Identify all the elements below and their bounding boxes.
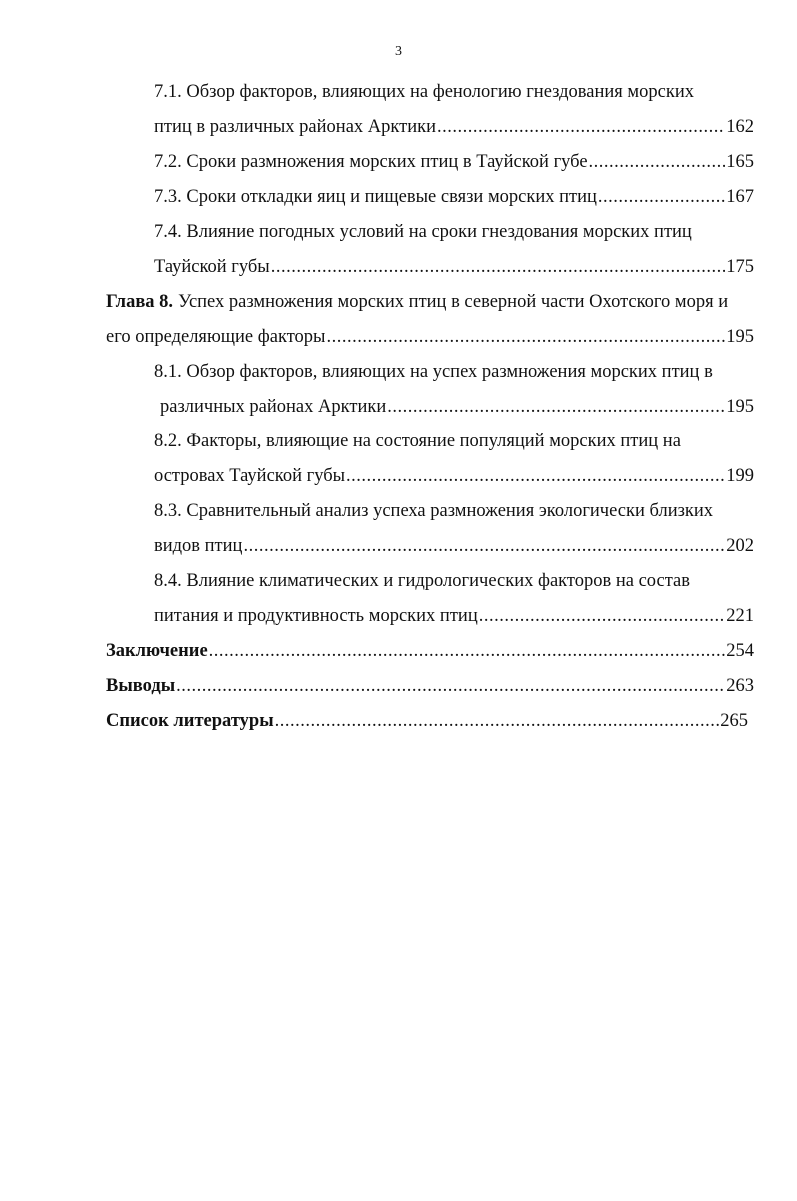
toc-entry-8-3-line1 xyxy=(154,499,713,523)
dot-leader xyxy=(176,674,725,698)
toc-entry-title: Выводы xyxy=(106,676,176,696)
dot-leader xyxy=(346,464,725,488)
toc-entry-8-1-line1 xyxy=(154,360,713,384)
toc-entry-7-4-line2 xyxy=(154,255,754,279)
toc-page-number: 254 xyxy=(726,641,754,661)
toc-page-number: 265 xyxy=(720,711,748,731)
toc-page-number: 195 xyxy=(726,397,754,417)
dot-leader xyxy=(271,255,726,279)
toc-entry-8-2-line2 xyxy=(154,464,754,488)
toc-entry-title: Список литературы xyxy=(106,711,274,731)
toc-page-number: 202 xyxy=(726,536,754,556)
toc-entry-8-4-line1 xyxy=(154,569,690,593)
toc-entry-7-3 xyxy=(154,185,754,209)
toc-entry-title: различных районах Арктики xyxy=(160,397,387,417)
toc-entry-references xyxy=(106,709,748,733)
toc-entry-title: его определяющие факторы xyxy=(106,327,326,347)
toc-entry-title: Заключение xyxy=(106,641,208,661)
dot-leader xyxy=(387,395,725,419)
toc-entry-title: островах Тауйской губы xyxy=(154,466,346,486)
toc-entry-title: 8.2. Факторы, влияющие на состояние популяций морских птиц на xyxy=(154,431,681,451)
toc-entry-title: 7.3. Сроки откладки яиц и пищевые связи морских птиц xyxy=(154,187,597,207)
toc-entry-title: Успех размножения морских птиц в северной части Охотского моря и xyxy=(178,292,729,312)
dot-leader xyxy=(243,534,725,558)
toc-page-number: 175 xyxy=(726,257,754,277)
toc-entry-title: Тауйской губы xyxy=(154,257,270,277)
toc-page-number: 199 xyxy=(726,466,754,486)
toc-entry-title: 8.1. Обзор факторов, влияющих на успех размножения морских птиц в xyxy=(154,362,713,382)
dot-leader xyxy=(275,709,720,733)
dot-leader xyxy=(589,150,726,174)
toc-page-number: 162 xyxy=(726,117,754,137)
toc-entry-8-3-line2 xyxy=(154,534,754,558)
toc-entry-title: видов птиц xyxy=(154,536,243,556)
toc-entry-title: питания и продуктивность морских птиц xyxy=(154,606,478,626)
toc-entry-conclusion xyxy=(106,639,754,663)
toc-chapter-8-line1 xyxy=(106,290,728,314)
toc-entry-8-1-line2 xyxy=(160,395,754,419)
toc-entry-title: 8.4. Влияние климатических и гидрологических факторов на состав xyxy=(154,571,690,591)
toc-page-number: 195 xyxy=(726,327,754,347)
toc-entry-title: 8.3. Сравнительный анализ успеха размножения экологически близких xyxy=(154,501,714,521)
toc-entry-7-4-line1 xyxy=(154,220,692,244)
toc-page-number: 165 xyxy=(726,152,754,172)
toc-entry-title: 7.2. Сроки размножения морских птиц в Тауйской губе xyxy=(154,152,588,172)
toc-page-number: 167 xyxy=(726,187,754,207)
dot-leader xyxy=(326,325,725,349)
toc-entry-findings xyxy=(106,674,754,698)
toc-entry-title: 7.4. Влияние погодных условий на сроки гнездования морских птиц xyxy=(154,222,692,242)
dot-leader xyxy=(209,639,726,663)
toc-entry-7-1-line1 xyxy=(154,80,694,104)
toc-entry-title: птиц в различных районах Арктики xyxy=(154,117,437,137)
dot-leader xyxy=(479,604,726,628)
toc-page-number: 221 xyxy=(726,606,754,626)
chapter-label: Глава 8. xyxy=(106,292,174,312)
toc-page-number: 263 xyxy=(726,676,754,696)
toc-entry-7-2 xyxy=(154,150,754,174)
toc-entry-8-4-line2 xyxy=(154,604,754,628)
toc-chapter-8-line2 xyxy=(106,325,754,349)
page-number: 3 xyxy=(395,44,402,59)
toc-entry-8-2-line1 xyxy=(154,429,681,453)
dot-leader xyxy=(598,185,725,209)
dot-leader xyxy=(437,115,725,139)
toc-entry-title: 7.1. Обзор факторов, влияющих на фенологию гнездования морских xyxy=(154,82,694,102)
toc-entry-7-1-line2 xyxy=(154,115,754,139)
